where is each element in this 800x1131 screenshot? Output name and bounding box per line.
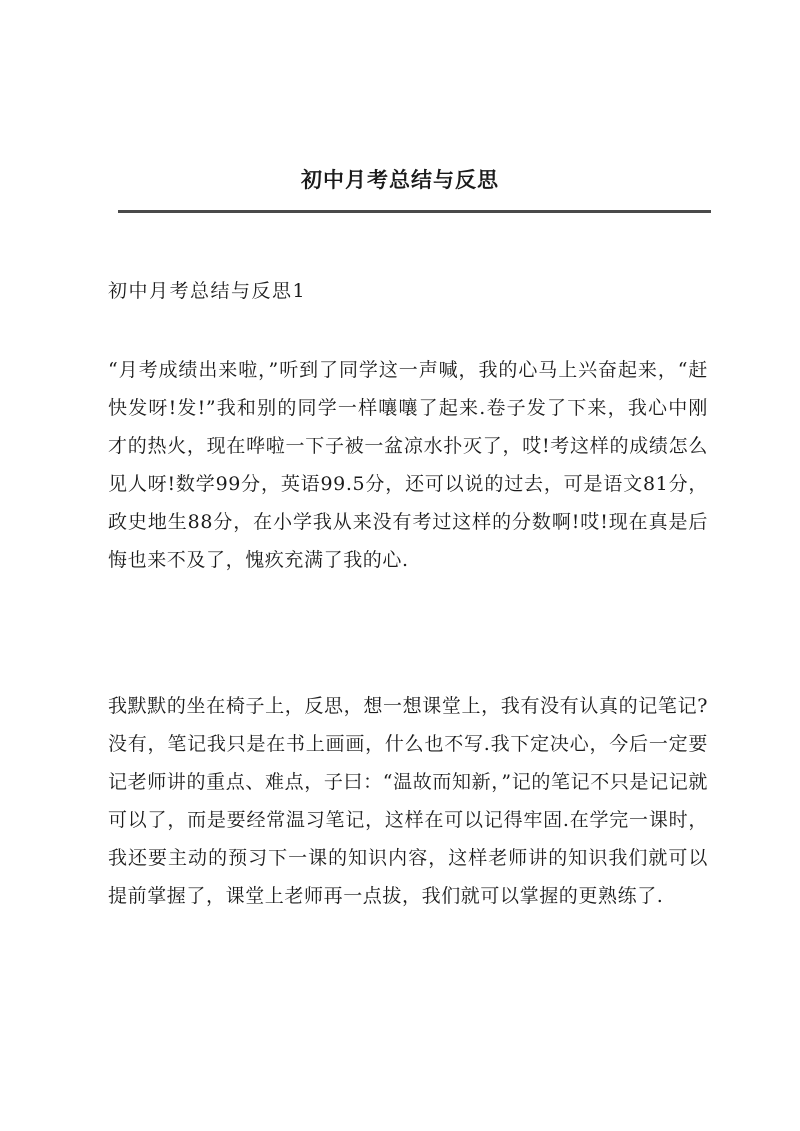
body-paragraph-2: 我默默的坐在椅子上，反思，想一想课堂上，我有没有认真的记笔记?没有，笔记我只是在书上画画，什么也不写.我下定决心，今后一定要记老师讲的重点、难点，子曰：“温故而知新，”记的笔记不只是记记就可以了，而是要经常温习笔记，这样在可以记得牢固.在学完一课时，我还要主动的预习下一课的知识内容，这样老师讲的知识我们就可以提前掌握了，课堂上老师再一点拔，我们就可以掌握的更熟练了. — [108, 695, 708, 907]
section-heading: 初中月考总结与反思1 — [108, 280, 307, 302]
body-paragraph-1: “月考成绩出来啦，”听到了同学这一声喊，我的心马上兴奋起来，“赶快发呀!发!”我和别的同学一样嚷嚷了起来.卷子发了下来，我心中刚才的热火，现在哗啦一下子被一盆凉水扑灭了，哎!考这样的成绩怎么见人呀!数学99分，英语99.5分，还可以说的过去，可是语文81分，政史地生88分，在小学我从来没有考过这样的分数啊!哎!现在真是后悔也来不及了，愧疚充满了我的心. — [108, 359, 708, 571]
document-title: 初中月考总结与反思 — [301, 167, 499, 192]
title-underline-divider — [118, 210, 711, 213]
